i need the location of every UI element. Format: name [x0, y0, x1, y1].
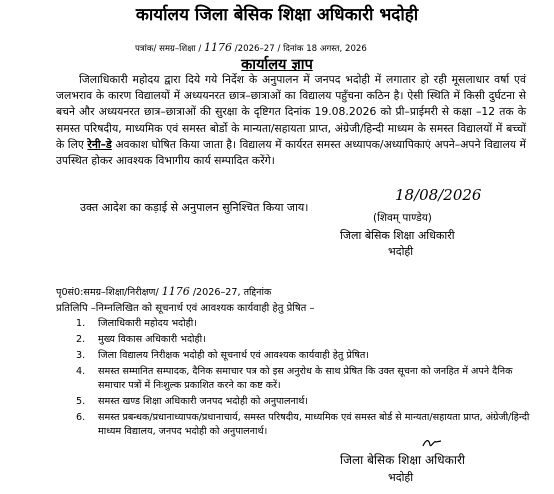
order-line: उक्त आदेश का कड़ाई से अनुपालन सुनिश्चित किया जाय।: [80, 201, 309, 214]
patrank-line: [135, 41, 367, 54]
body-text-before: जिलाधिकारी महोदय द्वारा दिये गये निर्देश के अनुपालन में जनपद भदोही में लगातार हो रही मूसलाधार वर्षा एवं जलभराव के कारण विद्यालयों में अध्ययनरत छात्र–छात्राओं का विद्यालय पहुँचना कठिन है। ऐसी स्थिति में किसी दुर्घटना से बचने और अध्ययनरत छात्र–छात्राओं की सुरक्षा के दृष्टिगत दिनांक 19.08.2026 को प्री–प्राईमरी से कक्षा –12 तक के समस्त परिषदीय, माध्यमिक एवं समस्त बोर्डो के मान्यता/सहायता प्राप्त, अंग्रेजी/हिन्दी माध्यम के समस्त विद्यालयों में बच्चों के लिए: [56, 73, 526, 151]
signatory2-office: जिला बेसिक शिक्षा अधिकारी: [340, 453, 465, 467]
copy-reference-line: [56, 285, 271, 298]
list-item: 4. समस्त सम्मानित सम्पादक, दैनिक समाचार पत्र को इस अनुरोध के साथ प्रेषित कि उक्त सूचना को जनहित में अपने दैनिक समाचार पत्रों में निःशुल्क प्रकाशित करने का कष्ट करें।: [76, 366, 513, 391]
date-label: दिनांक: [283, 44, 304, 54]
list-item: 6. समस्त प्रबन्धक/प्रधानाध्यापक/प्रधानाचार्य, समस्त परिषदीय, माध्यमिक एवं समस्त बोर्ड से मान्यता/सहायता प्राप्त, अंग्रेजी/हिन्दी माध्यम विद्यालय, जनपद भदोही को अनुपालनार्थ।: [76, 412, 530, 437]
initials-scribble-icon: [421, 437, 443, 449]
body-text-after: अवकाश घोषित किया जाता है। विद्यालय में कार्यरत समस्त अध्यापक/अध्यापिकाएं अपने–अपने विद्यालय में उपस्थित होकर आवश्यक विभागीय कार्य सम्पादित करेंगे।: [56, 137, 527, 168]
signatory-office: जिला बेसिक शिक्षा अधिकारी: [340, 229, 455, 242]
patrank-number: 1176: [204, 41, 232, 54]
copy-ref-prefix: पृ0सं0:समग्र–शिक्षा/निरीक्षण/: [56, 287, 159, 298]
gyap-title: कार्यालय ज्ञाप: [241, 57, 313, 73]
rainy-day-text: रेनी–डे: [87, 137, 112, 151]
patrank-label: पत्रांक/ समग्र–शिक्षा /: [135, 44, 202, 54]
copy-ref-suffix: /2026–27, तद्दिनांक: [192, 287, 272, 298]
handwritten-initials: [421, 437, 443, 452]
patrank-year: /2026–27 /: [234, 44, 281, 54]
list-item: 5. समस्त खण्ड शिक्षा अधिकारी जनपद भदोही को अनुपालनार्थ।: [76, 396, 309, 407]
list-item: 1. जिलाधिकारी महोदय भदोही।: [76, 318, 197, 329]
list-item: 3. जिला विद्यालय निरीक्षक भदोही को सूचनार्थ एवं आवश्यक कार्यवाही हेतु प्रेषित।: [76, 350, 370, 361]
main-paragraph: [56, 72, 526, 169]
copy-ref-number: 1176: [161, 285, 190, 298]
distribution-list: [76, 317, 531, 441]
list-item: 2. मुख्य विकास अधिकारी भदोही।: [76, 334, 206, 345]
signatory2-place: भदोही: [388, 471, 414, 484]
office-title: कार्यालय जिला बेसिक शिक्षा अधिकारी भदोही: [135, 5, 419, 25]
pratilipi-line: प्रतिलिपि –निम्नलिखित को सूचनार्थ एवं आवश्यक कार्यवाही हेतु प्रेषित –: [56, 303, 315, 314]
signatory-place: भदोही: [388, 245, 414, 258]
signatory-name: (शिवम् पाण्डेय): [373, 212, 432, 224]
date-value: 18 अगस्त, 2026: [306, 44, 367, 54]
handwritten-signature-date: 18/08/2026: [395, 186, 482, 204]
